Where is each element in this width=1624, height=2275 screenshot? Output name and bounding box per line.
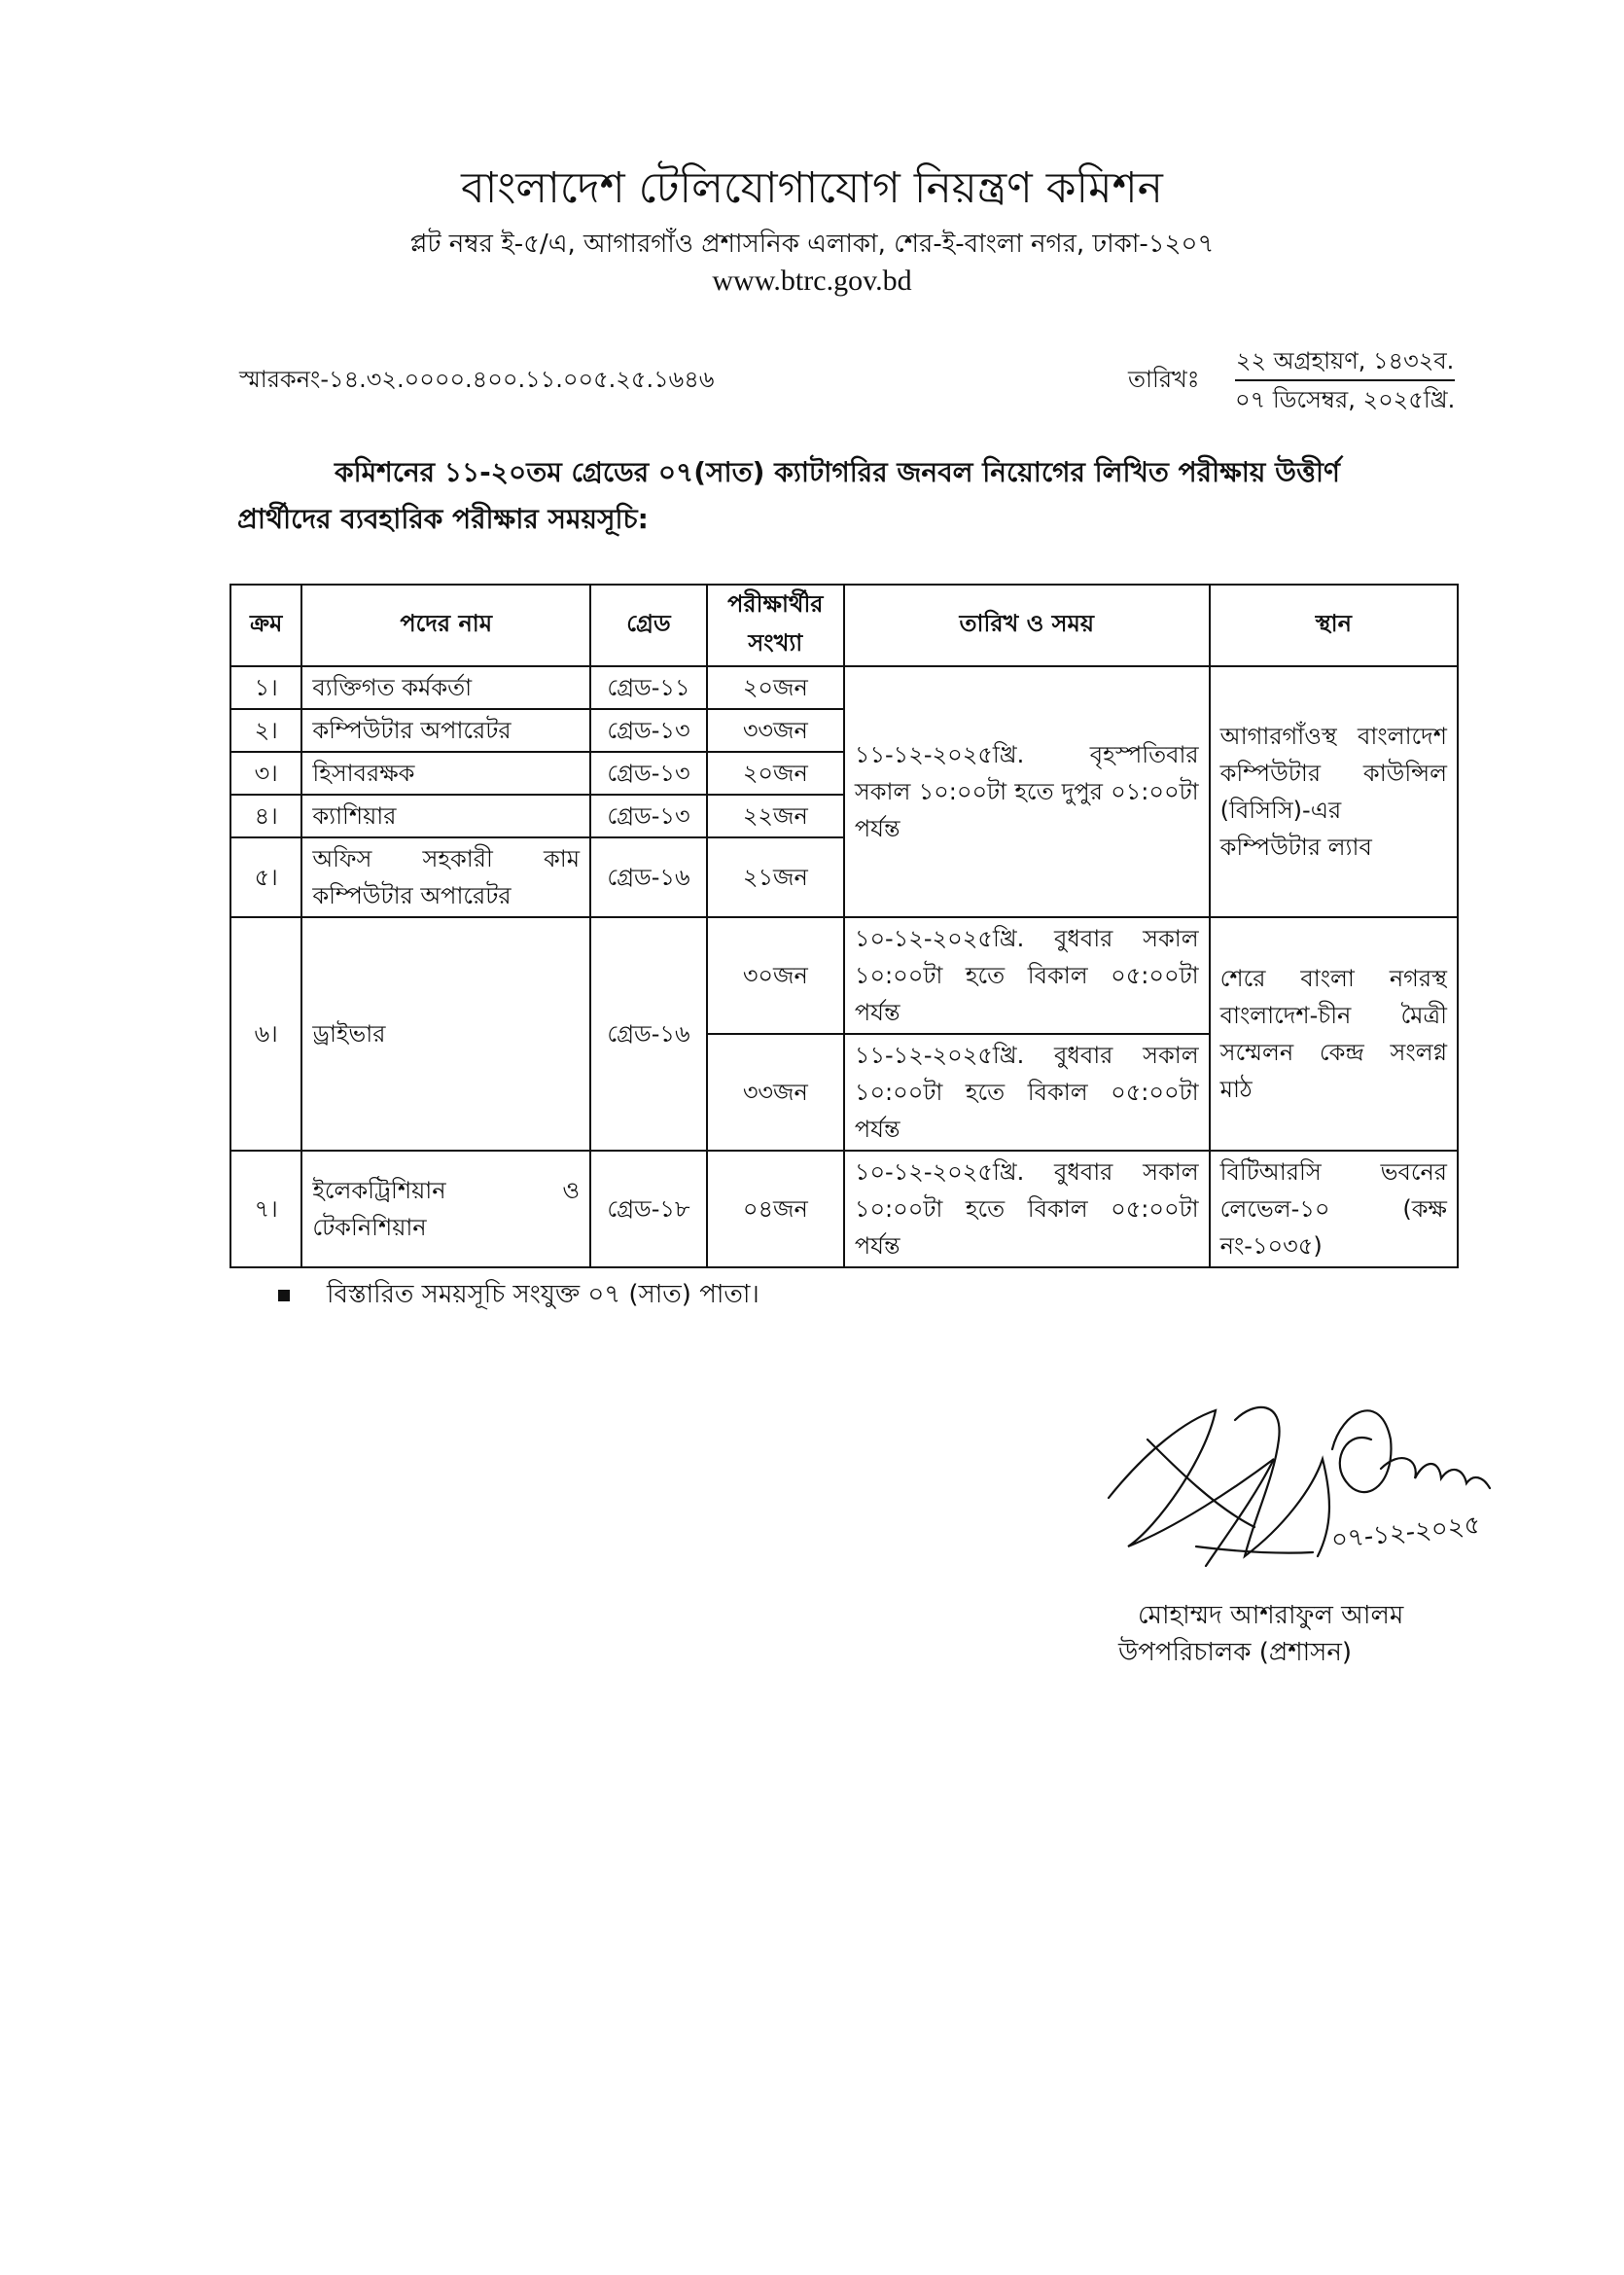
driver-datetime-b: ১১-১২-২০২৫খ্রি. বুধবার সকাল ১০:০০টা হতে বিকাল ০৫:০০টা পর্যন্ত (844, 1034, 1210, 1151)
row-count: ৩৩জন (707, 1034, 844, 1151)
header-count: পরীক্ষার্থীর সংখ্যা (707, 585, 844, 666)
memo-number: স্মারকনং-১৪.৩২.০০০০.৪০০.১১.০০৫.২৫.১৬৪৬ (239, 366, 715, 393)
group1-datetime: ১১-১২-২০২৫খ্রি. বৃহস্পতিবার সকাল ১০:০০টা হতে দুপুর ০১:০০টা পর্যন্ত (844, 666, 1210, 917)
table-row (230, 1151, 1458, 1267)
row-grade: গ্রেড-১৬ (590, 917, 707, 1151)
row-grade: গ্রেড-১৩ (590, 752, 707, 795)
date-gregorian: ০৭ ডিসেম্বর, ২০২৫খ্রি. (1235, 386, 1456, 413)
organization-website: www.btrc.gov.bd (712, 265, 912, 297)
driver-datetime-a: ১০-১২-২০২৫খ্রি. বুধবার সকাল ১০:০০টা হতে বিকাল ০৫:০০টা পর্যন্ত (844, 917, 1210, 1034)
row-serial: ৬। (230, 917, 301, 1151)
driver-venue: শেরে বাংলা নগরস্থ বাংলাদেশ-চীন মৈত্রী সম্মেলন কেন্দ্র সংলগ্ন মাঠ (1210, 917, 1458, 1151)
signature-date: ০৭-১২-২০২৫ (1329, 1511, 1482, 1555)
organization-title: বাংলাদেশ টেলিযোগাযোগ নিয়ন্ত্রণ কমিশন (461, 163, 1163, 213)
notice-headline (237, 449, 1463, 543)
electric-venue: বিটিআরসি ভবনের লেভেল-১০ (কক্ষ নং-১০৩৫) (1210, 1151, 1458, 1267)
row-serial: ৫। (230, 837, 301, 917)
header-datetime: তারিখ ও সময় (844, 585, 1210, 666)
row-count: ২২জন (707, 795, 844, 837)
headline-line-2: প্রার্থীদের ব্যবহারিক পরীক্ষার সময়সূচি: (237, 503, 649, 535)
row-count: ২০জন (707, 666, 844, 709)
signatory-name: মোহাম্মদ আশরাফুল আলম (1138, 1601, 1404, 1630)
date-bangla: ২২ অগ্রহায়ণ, ১৪৩২ব. (1235, 342, 1455, 381)
header-serial: ক্রম (230, 585, 301, 666)
header-venue: স্থান (1210, 585, 1458, 666)
table-row (230, 917, 1458, 1034)
row-serial: ২। (230, 709, 301, 752)
row-count: ২০জন (707, 752, 844, 795)
table-header-row (230, 585, 1458, 666)
signatory-designation: উপপরিচালক (প্রশাসন) (1118, 1638, 1353, 1667)
header-grade: গ্রেড (590, 585, 707, 666)
row-post: ব্যক্তিগত কর্মকর্তা (301, 666, 590, 709)
date-label: তারিখঃ (1128, 366, 1200, 393)
note-text: বিস্তারিত সময়সূচি সংযুক্ত ০৭ (সাত) পাতা। (327, 1280, 759, 1309)
row-serial: ৪। (230, 795, 301, 837)
row-post: হিসাবরক্ষক (301, 752, 590, 795)
schedule-table (229, 584, 1459, 1268)
row-serial: ৩। (230, 752, 301, 795)
row-serial: ১। (230, 666, 301, 709)
row-post: ক্যাশিয়ার (301, 795, 590, 837)
headline-line-1: কমিশনের ১১-২০তম গ্রেডের ০৭(সাত) ক্যাটাগরির জনবল নিয়োগের লিখিত পরীক্ষায় উত্তীর্ণ (335, 456, 1340, 488)
row-count: ৩৩জন (707, 709, 844, 752)
row-grade: গ্রেড-১৬ (590, 837, 707, 917)
row-serial: ৭। (230, 1151, 301, 1267)
electric-datetime: ১০-১২-২০২৫খ্রি. বুধবার সকাল ১০:০০টা হতে বিকাল ০৫:০০টা পর্যন্ত (844, 1151, 1210, 1267)
table-row (230, 666, 1458, 709)
row-post: ড্রাইভার (301, 917, 590, 1151)
group1-venue: আগারগাঁওস্থ বাংলাদেশ কম্পিউটার কাউন্সিল (বিসিসি)-এর কম্পিউটার ল্যাব (1210, 666, 1458, 917)
row-grade: গ্রেড-১৩ (590, 709, 707, 752)
attachment-note (278, 1274, 759, 1317)
row-post: কম্পিউটার অপারেটর (301, 709, 590, 752)
row-count: ০৪জন (707, 1151, 844, 1267)
row-count: ৩০জন (707, 917, 844, 1034)
row-post: ইলেকট্রিশিয়ান ও টেকনিশিয়ান (301, 1151, 590, 1267)
row-post: অফিস সহকারী কাম কম্পিউটার অপারেটর (301, 837, 590, 917)
bullet-icon (278, 1290, 290, 1301)
row-count: ২১জন (707, 837, 844, 917)
handwritten-signature (1089, 1381, 1498, 1595)
header-post: পদের নাম (301, 585, 590, 666)
organization-address: প্লট নম্বর ই-৫/এ, আগারগাঁও প্রশাসনিক এলাকা, শের-ই-বাংলা নগর, ঢাকা-১২০৭ (409, 230, 1215, 259)
row-grade: গ্রেড-১৩ (590, 795, 707, 837)
row-grade: গ্রেড-১১ (590, 666, 707, 709)
row-grade: গ্রেড-১৮ (590, 1151, 707, 1267)
